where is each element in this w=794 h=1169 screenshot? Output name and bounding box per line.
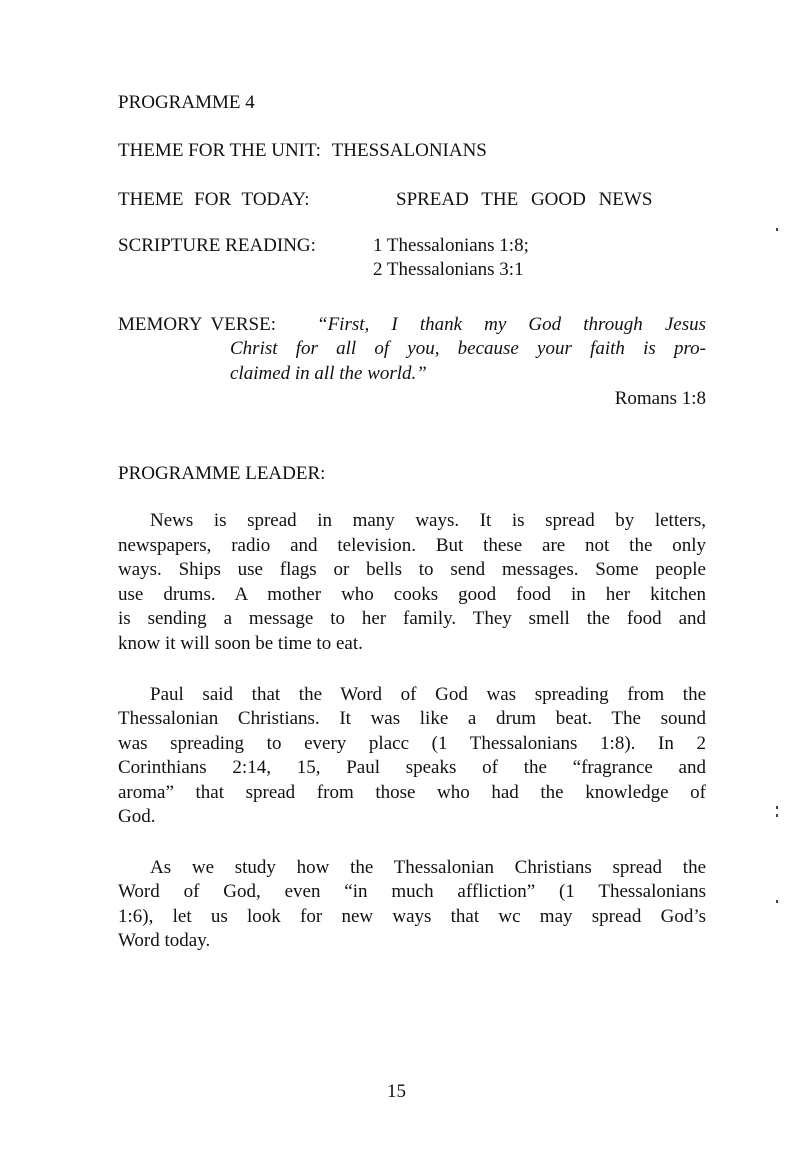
paragraph-line: is sending a message to her family. They smell the food and bbox=[118, 608, 706, 629]
memory-verse-reference: Romans 1:8 bbox=[614, 388, 706, 409]
paragraph-line: As we study how the Thessalonian Christians spread the bbox=[150, 857, 706, 878]
memory-verse-line: Christ for all of you, because your faith is pro- bbox=[230, 338, 706, 359]
unit-theme-label: THEME FOR THE UNIT: bbox=[118, 140, 321, 161]
programme-title: PROGRAMME 4 bbox=[118, 92, 255, 113]
scan-speck bbox=[776, 814, 778, 817]
memory-verse-label bbox=[118, 314, 276, 336]
scripture-label: SCRIPTURE READING: bbox=[118, 235, 316, 256]
unit-theme bbox=[118, 140, 487, 162]
verse-label: VERSE: bbox=[210, 314, 276, 335]
memory-verse-line: “First, I thank my God through Jesus bbox=[317, 314, 706, 335]
paragraph-line: 1:6), let us look for new ways that wc may spread God’s bbox=[118, 906, 706, 927]
paragraph-line: newspapers, radio and television. But these are not the only bbox=[118, 535, 706, 556]
paragraph-line: Word of God, even “in much affliction” (1 Thessalonians bbox=[118, 881, 706, 902]
paragraph-line: News is spread in many ways. It is spread by letters, bbox=[150, 510, 706, 531]
scripture-ref: 2 Thessalonians 3:1 bbox=[373, 259, 524, 280]
leader-heading: PROGRAMME LEADER: bbox=[118, 463, 326, 484]
paragraph-line: ways. Ships use flags or bells to send messages. Some people bbox=[118, 559, 706, 580]
today-theme-label: THEME FOR TODAY: bbox=[118, 189, 310, 210]
memory-label: MEMORY bbox=[118, 314, 202, 335]
today-theme-value: SPREAD THE GOOD NEWS bbox=[396, 189, 653, 210]
scripture-ref: 1 Thessalonians 1:8; bbox=[373, 235, 529, 256]
paragraph-line: was spreading to every placc (1 Thessalonians 1:8). In 2 bbox=[118, 733, 706, 754]
paragraph-line: Corinthians 2:14, 15, Paul speaks of the “fragrance and bbox=[118, 757, 706, 778]
scan-speck bbox=[776, 228, 778, 231]
paragraph-line: Thessalonian Christians. It was like a drum beat. The sound bbox=[118, 708, 706, 729]
unit-theme-value: THESSALONIANS bbox=[331, 140, 487, 161]
paragraph-line: Word today. bbox=[118, 930, 211, 951]
scan-speck bbox=[776, 900, 778, 903]
paragraph-line: Paul said that the Word of God was spreading from the bbox=[150, 684, 706, 705]
paragraph-line: God. bbox=[118, 806, 156, 827]
paragraph-line: know it will soon be time to eat. bbox=[118, 633, 363, 654]
paragraph-line: use drums. A mother who cooks good food in her kitchen bbox=[118, 584, 706, 605]
paragraph-line: aroma” that spread from those who had the knowledge of bbox=[118, 782, 706, 803]
scan-speck bbox=[776, 806, 778, 809]
today-theme bbox=[118, 189, 310, 211]
memory-verse-line: claimed in all the world.” bbox=[230, 363, 427, 384]
page-number: 15 bbox=[387, 1081, 406, 1102]
